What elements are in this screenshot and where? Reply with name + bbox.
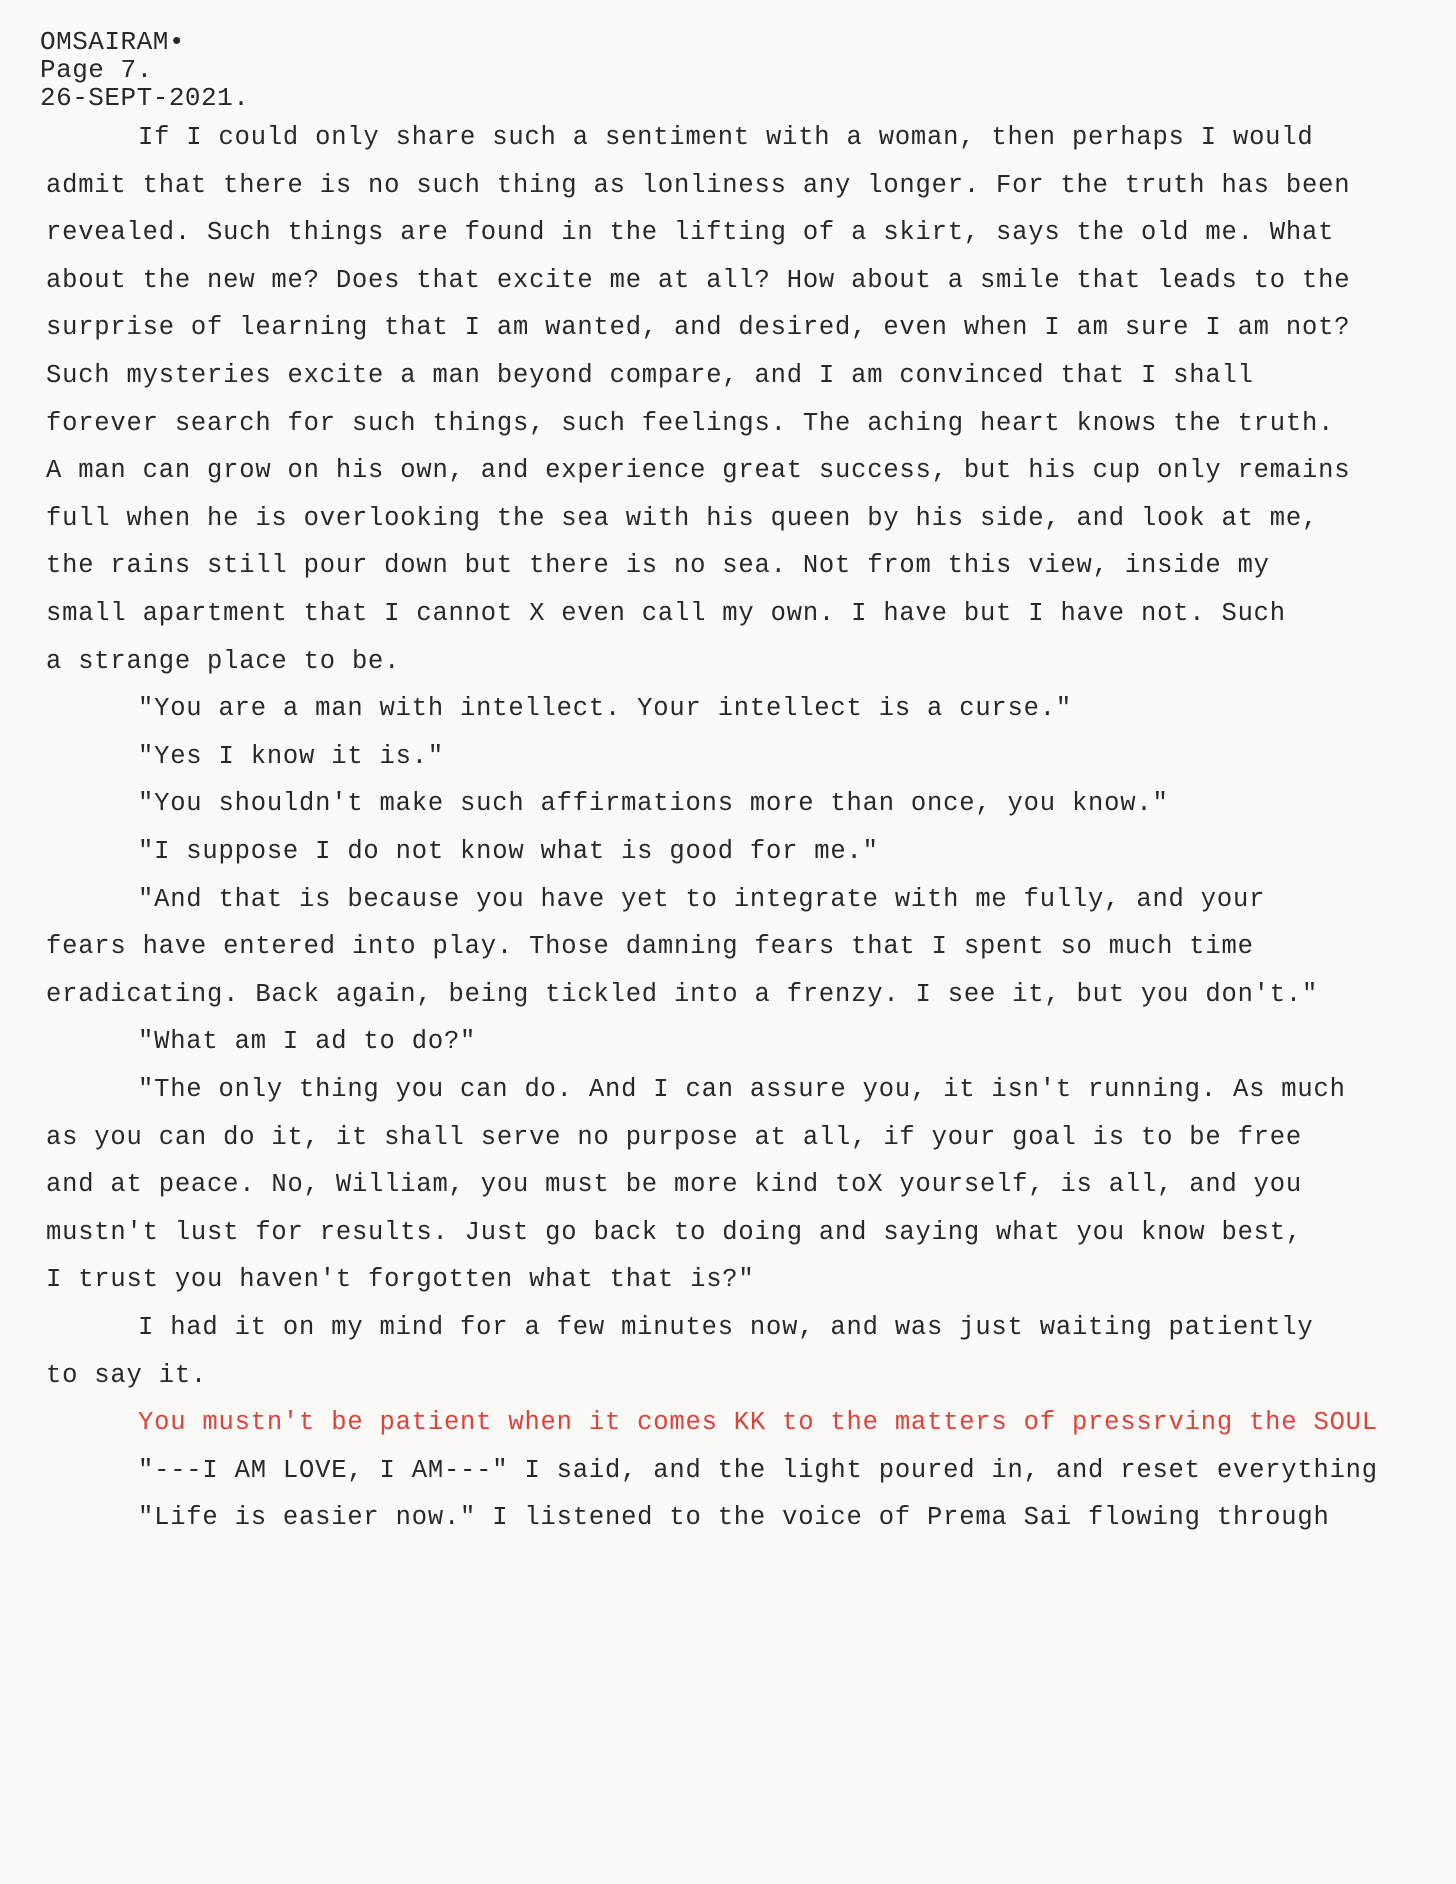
typed-line: the rains still pour down but there is no sea. Not from this view, inside my: [46, 551, 1270, 581]
typed-line-red: You mustn't be patient when it comes KK to the matters of pressrving the SOUL: [138, 1408, 1378, 1438]
header-title: OMSAIRAM•: [40, 27, 185, 57]
header-date: 26-SEPT-2021.: [40, 83, 250, 113]
typed-line: a strange place to be.: [46, 646, 401, 676]
typed-line: and at peace. No, William, you must be more kind toX yourself, is all, and you: [46, 1170, 1302, 1200]
typed-line: surprise of learning that I am wanted, and desired, even when I am sure I am not?: [46, 313, 1351, 343]
typed-line: eradicating. Back again, being tickled into a frenzy. I see it, but you don't.": [46, 979, 1319, 1009]
typed-line: "What am I ad to do?": [138, 1027, 477, 1057]
typed-line: admit that there is no such thing as lonliness any longer. For the truth has been: [46, 170, 1351, 200]
typed-line: full when he is overlooking the sea with his queen by his side, and look at me,: [46, 503, 1319, 533]
typed-line: "---I AM LOVE, I AM---" I said, and the light poured in, and reset everything: [138, 1455, 1378, 1485]
typed-line: "And that is because you have yet to integrate with me fully, and your: [138, 884, 1266, 914]
typed-line: as you can do it, it shall serve no purpose at all, if your goal is to be free: [46, 1122, 1302, 1152]
typed-line: "I suppose I do not know what is good for me.": [138, 837, 879, 866]
typed-line: I had it on my mind for a few minutes now, and was just waiting patiently: [138, 1313, 1314, 1342]
typed-line: to say it.: [46, 1360, 208, 1390]
page-header: [40, 28, 249, 112]
typed-line: about the new me? Does that excite me at all? How about a smile that leads to the: [46, 265, 1351, 295]
typed-line: A man can grow on his own, and experience great success, but his cup only remains: [46, 456, 1351, 486]
typed-line: mustn't lust for results. Just go back to doing and saying what you know best,: [46, 1217, 1302, 1247]
typed-line: "You are a man with intellect. Your intellect is a curse.": [138, 694, 1072, 724]
typed-line: "Yes I know it is.": [138, 741, 444, 771]
typed-line: small apartment that I cannot X even call my own. I have but I have not. Such: [46, 599, 1286, 628]
typed-line: I trust you haven't forgotten what that is?": [46, 1265, 755, 1295]
typed-line: "The only thing you can do. And I can assure you, it isn't running. As much: [138, 1075, 1346, 1104]
typed-line: fears have entered into play. Those damning fears that I spent so much time: [46, 932, 1254, 962]
typed-line: revealed. Such things are found in the lifting of a skirt, says the old me. What: [46, 218, 1335, 248]
typed-line: "You shouldn't make such affirmations more than once, you know.": [138, 789, 1169, 819]
typed-line: If I could only share such a sentiment with a woman, then perhaps I would: [138, 123, 1314, 152]
typed-line: "Life is easier now." I listened to the voice of Prema Sai flowing through: [138, 1503, 1330, 1533]
typed-line: forever search for such things, such feelings. The aching heart knows the truth.: [46, 408, 1335, 438]
header-page-number: Page 7.: [40, 55, 153, 85]
typed-line: Such mysteries excite a man beyond compare, and I am convinced that I shall: [46, 361, 1254, 390]
